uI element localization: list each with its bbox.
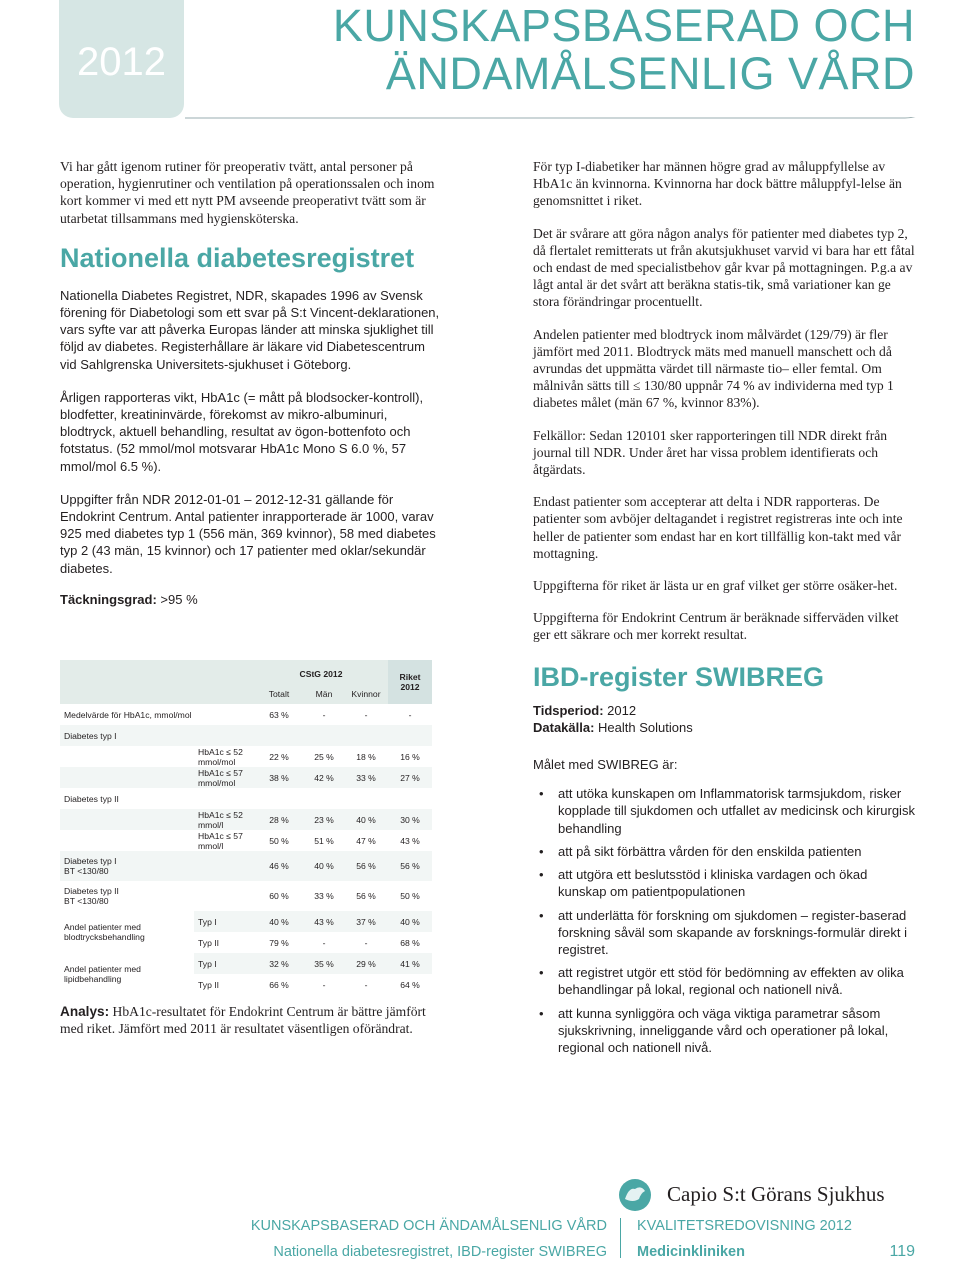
table-cell: - [364,979,368,990]
logo-text: Capio S:t Görans Sjukhus [667,1182,885,1206]
footer-left-subtitle: Nationella diabetesregistret, IBD-register SWIBREG [273,1244,607,1260]
table-cell: 42 % [314,772,334,783]
table-cell: 23 % [314,814,334,825]
right-column [533,158,915,1062]
table-cell: 33 % [356,772,376,783]
right-paragraph-1: För typ I-diabetiker har männen högre grad av måluppfyllelse av HbA1c än kvinnorna. Kvinnorna har dock bättre måluppfyl-lelse än genomsnittet i riket. [533,159,902,209]
table-cell: 32 % [269,958,289,969]
table-cell: 25 % [314,751,334,762]
table-row [60,830,432,851]
footer-right-title: KVALITETSREDOVISNING 2012 [637,1218,852,1234]
table-header-row [60,660,432,684]
table-cell: 33 % [314,891,334,901]
right-paragraph-2: Det är svårare att göra någon analys för patienter med diabetes typ 2, då flertalet remitterats ut från akutsjukhuset varvid vi bara har ett fåtal och endast de med specialistbehov går kvar på mottagningen. P.g.a av lågt antal är det svårt att beräkna statis-tik, små variationer kan ge stora förändringar procentuellt. [533,225,915,310]
table-cell-label: HbA1c ≤ 57 mmol/l [198,830,243,851]
ibd-heading: IBD-register SWIBREG [533,661,825,692]
table-cell-label-line: Andel patienter med [64,964,141,974]
coverage-label: Täckningsgrad: [60,591,157,607]
table-cell: - [408,709,412,720]
table-cell: 64 % [400,979,420,990]
table-col-totalt: Totalt [268,689,290,699]
table-cell: - [364,937,368,948]
table-cell: 40 % [269,916,289,927]
table-row [60,851,432,881]
table-cell: 38 % [269,772,289,783]
table-cell: 18 % [356,751,376,762]
table-cell: 29 % [356,958,376,969]
table-row [60,788,432,809]
table-cell: 50 % [400,891,420,901]
table-cell: 30 % [400,814,420,825]
table-cell-label: Diabetes typ II [64,793,119,804]
table-cell-label-line: Diabetes typ II [64,886,119,896]
list-item: • att på sikt förbättra vården för den enskilda patienten [533,843,915,860]
table-row [60,746,432,767]
table-row [60,881,432,911]
table-row [60,704,432,725]
list-item: • att utgöra ett beslutsstöd i kliniska vardagen och ökad kunskap om patientpopulationen [533,866,915,900]
table-cell: - [322,979,326,990]
intro-paragraph: Vi har gått igenom rutiner för preoperativ tvätt, antal personer på operation, hygienrutiner och ventilation på operationssalen och inom kort kommer vi med ett nytt PM avseende preoperativt tvätt som är utarbetat tillsammans med hygiensköterska. [60,159,435,226]
period-label: Tidsperiod: [533,702,604,718]
table-subheader-row [60,684,432,704]
table-cell: - [364,709,368,720]
table-cell-label-line: BT <130/80 [64,896,109,906]
title-divider [0,117,960,147]
table-cell: 37 % [356,916,376,927]
table-cell-label: Medelvärde för HbA1c, mmol/mol [64,709,192,720]
table-cell-label [60,881,254,911]
table-cell: 41 % [400,958,420,969]
page-number: 119 [889,1243,915,1260]
right-paragraph-4: Felkällor: Sedan 120101 sker rapporteringen till NDR direkt från journal till NDR. Under året har vissa problem identifierats och åtgärdats. [533,427,888,478]
table-row [60,725,432,746]
table-cell-label: HbA1c ≤ 57 mmol/mol [198,767,243,788]
table-cell: 40 % [314,861,334,871]
period-line [533,702,915,719]
table-cell: 27 % [400,772,420,783]
table-cell-label: HbA1c ≤ 52 mmol/l [198,809,243,830]
table-cell: 40 % [400,916,420,927]
hand-logo-icon [617,1177,657,1213]
table-cell-label-line: Andel patienter med [64,922,141,932]
table-cell-label: Diabetes typ I [64,730,117,741]
table-cell-label: HbA1c ≤ 52 mmol/mol [198,746,243,767]
footer-right-subtitle: Medicinkliniken [637,1244,745,1260]
source-value: Health Solutions [598,719,693,735]
list-item: • att registret utgör ett stöd för bedömning av effekten av olika behandlingar på lokal, regional och nationell nivå. [533,964,915,998]
right-paragraph-6: Uppgifterna för riket är lästa ur en graf vilket ger större osäker-het. [533,578,898,594]
table-row [60,809,432,830]
table-cell-label-line: lipidbehandling [64,974,122,984]
year-label: 2012 [77,40,166,84]
page-title [333,2,915,98]
table-cell: 40 % [356,814,376,825]
analys-label: Analys: [60,1004,110,1019]
table-cell-label-line: blodtrycksbehandling [64,932,145,942]
page-title-line1: KUNSKAPSBASERAD OCH [332,0,915,51]
year-badge [59,0,184,118]
table-cell: 56 % [356,861,376,871]
table-row [60,767,432,788]
table-col-riket: Riket 2012 [388,660,432,704]
list-item: • att kunna synliggöra och väga viktiga parametrar såsom sjukskrivning, inneliggande vård och operationer på lokal, regional och nationell nivå. [533,1005,915,1057]
right-paragraph-3: Andelen patienter med blodtryck inom målvärdet (129/79) är fler jämfört med 2011. Blodtryck mäts med manuell manschett och då avrundas det uppmätta värdet till närmaste tio– eller femtal. Om målnivån sätts till ≤ 130/80 uppnår 74 % av individerna med typ 1 diabetes målet (män 67 %, kvinnor 83%). [533,326,894,411]
period-value: 2012 [607,702,637,718]
hba1c-table [60,660,432,995]
analys-text: HbA1c-resultatet för Endokrint Centrum är bättre jämfört med riket. Jämfört med 2011 är resultatet väsentligen oförändrat. [60,1004,426,1036]
table-cell: 43 % [314,916,334,927]
table-cell: 46 % [269,861,289,871]
table-row [60,953,432,974]
table-cell: - [322,937,326,948]
table-cell: 16 % [400,751,420,762]
table-cell: 22 % [269,751,289,762]
page-title-line2: ÄNDAMÅLSENLIG VÅRD [385,48,915,99]
table-row [60,911,432,932]
ndr-paragraph-2: Årligen rapporteras vikt, HbA1c (= mått på blodsocker-kontroll), blodfetter, kreatininvärde, förekomst av mikro-albuminuri, blodtryck, aktuell behandling, resultat av ögon-bottenfoto och fotstatus. (52 mmol/mol motsvarar HbA1c Mono S 6.0 %, 57 mmol/mol 6.5 %). [60,389,424,474]
goal-intro: Målet med SWIBREG är: [533,757,678,773]
table-cell-label: Typ I [198,958,217,969]
table-cell-label [60,851,254,881]
table-cell: - [322,709,326,720]
table-cell-label: Typ II [198,937,220,948]
table-cell: 47 % [356,835,376,846]
table-cell: 66 % [269,979,289,990]
table-cell: 56 % [356,891,376,901]
ndr-paragraph-3: Uppgifter från NDR 2012-01-01 – 2012-12-31 gällande för Endokrint Centrum. Antal patienter inrapporterade är 1000, varav 925 med diabetes typ 1 (556 män, 369 kvinnor), 58 med diabetes typ 2 (43 män, 15 kvinnor) och 17 patienter med oklar/sekundär diabetes. [60,491,436,576]
table-cell: 35 % [314,958,334,969]
table-cell-label: Typ I [198,916,217,927]
source-label: Datakälla: [533,719,595,735]
coverage [60,591,440,608]
table-cell: 28 % [269,814,289,825]
table-cell: 56 % [400,861,420,871]
footer-divider [620,1218,621,1258]
goal-list [533,785,915,1056]
coverage-value: >95 % [160,591,198,607]
footer-left-title: KUNSKAPSBASERAD OCH ÄNDAMÅLSENLIG VÅRD [250,1218,607,1234]
table-cell: 63 % [269,709,289,720]
right-paragraph-7: Uppgifterna för Endokrint Centrum är beräknade sifferväden vilket ger ett säkrare och mer korrekt resultat. [533,610,899,643]
table-col-kvinnor: Kvinnor [351,689,381,699]
table-cell: 50 % [269,835,289,846]
table-cell: 51 % [314,835,334,846]
table-col-man: Män [315,689,333,699]
left-column [60,158,440,608]
right-paragraph-5: Endast patienter som accepterar att delta i NDR rapporteras. De patienter som avböjer deltagandet i registret registreras inte och inte heller de patienter som endast har en kort tillfällig kon-takt med vår mottagning. [533,494,903,561]
table-cell: 43 % [400,835,420,846]
table-cell-label: Typ II [198,979,220,990]
source-line [533,719,915,736]
capio-logo [617,1177,907,1213]
list-item: • att utöka kunskapen om Inflammatorisk tarmsjukdom, risker kopplade till sjukdomen och utfallet av medicinsk och kirurgisk behandling [533,785,915,837]
table-cell-label [60,953,194,995]
table-group-header: CStG 2012 [254,660,388,684]
analys-paragraph [60,1003,440,1037]
ndr-paragraph-1: Nationella Diabetes Registret, NDR, skapades 1996 av Svensk förening för Diabetologi som ett svar på S:t Vincent-deklarationen, vars syfte var att påverka Europas länder att minska sjuklighet till följd av diabetes. Registerhållare är läkare vid Diabetescentrum vid Sahlgrenska Universitets-sjukhuset i Göteborg. [60,287,440,372]
table-cell: 68 % [400,937,420,948]
table-cell: 60 % [269,891,289,901]
table-cell-label-line: BT <130/80 [64,866,109,876]
table-cell-label [60,911,194,953]
list-item: • att underlätta för forskning om sjukdomen – register-baserad forskning såväl som skapande av forsknings-formulär direkt i registret. [533,907,915,959]
diabetes-heading: Nationella diabetesregistret [60,242,415,273]
table-cell: 79 % [269,937,289,948]
table-cell-label-line: Diabetes typ I [64,856,117,866]
